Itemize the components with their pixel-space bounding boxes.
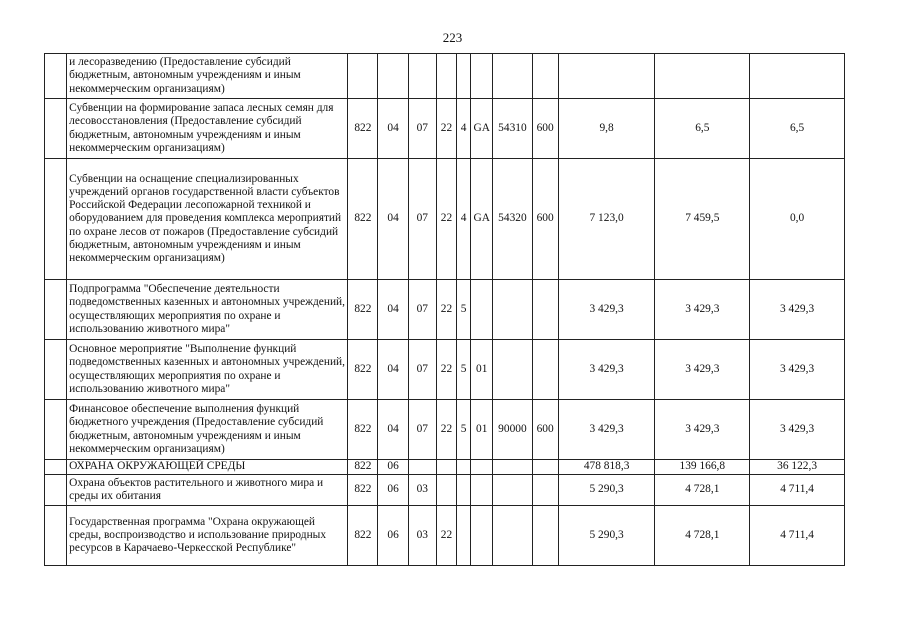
admin-code: 822: [348, 340, 378, 400]
expense-type-code: [532, 340, 558, 400]
expense-type-code: [532, 280, 558, 340]
row-gutter: [45, 280, 67, 340]
amount-year-3: 3 429,3: [750, 340, 845, 400]
amount-year-1: 3 429,3: [558, 400, 655, 460]
amount-year-3: 6,5: [750, 99, 845, 159]
target-event-code: [471, 54, 493, 99]
subsection-code: 07: [408, 400, 436, 460]
amount-year-1: 7 123,0: [558, 159, 655, 280]
subsection-code: 03: [408, 475, 436, 506]
amount-year-2: 4 728,1: [655, 506, 750, 566]
amount-year-3: [750, 54, 845, 99]
item-name: Государственная программа "Охрана окружающей среды, воспроизводство и использование природных ресурсов в Карачаево-Черкесской Республике": [67, 506, 348, 566]
target-subprogram-code: 5: [457, 400, 471, 460]
amount-year-2: 4 728,1: [655, 475, 750, 506]
item-name: и лесоразведению (Предоставление субсидий бюджетным, автономным учреждениям и иным некоммерческим организациям): [67, 54, 348, 99]
amount-year-2: 7 459,5: [655, 159, 750, 280]
amount-year-3: 3 429,3: [750, 280, 845, 340]
target-subprogram-code: 5: [457, 340, 471, 400]
amount-year-3: 36 122,3: [750, 460, 845, 475]
target-subprogram-code: 4: [457, 99, 471, 159]
amount-year-2: 3 429,3: [655, 400, 750, 460]
expense-type-code: 600: [532, 99, 558, 159]
target-subprogram-code: [457, 506, 471, 566]
amount-year-1: 3 429,3: [558, 340, 655, 400]
target-program-code: [436, 460, 456, 475]
target-event-code: [471, 506, 493, 566]
row-gutter: [45, 400, 67, 460]
target-program-code: 22: [436, 159, 456, 280]
target-subprogram-code: [457, 54, 471, 99]
target-event-code: [471, 280, 493, 340]
target-subprogram-code: [457, 475, 471, 506]
section-code: 04: [378, 340, 408, 400]
expense-type-code: 600: [532, 400, 558, 460]
target-program-code: 22: [436, 280, 456, 340]
subsection-code: 03: [408, 506, 436, 566]
section-code: 06: [378, 475, 408, 506]
subsection-code: 07: [408, 340, 436, 400]
section-code: 04: [378, 159, 408, 280]
amount-year-2: 3 429,3: [655, 340, 750, 400]
amount-year-3: 0,0: [750, 159, 845, 280]
budget-table: [44, 53, 845, 566]
subsection-code: [408, 54, 436, 99]
admin-code: 822: [348, 159, 378, 280]
row-gutter: [45, 54, 67, 99]
item-name: ОХРАНА ОКРУЖАЮЩЕЙ СРЕДЫ: [67, 460, 348, 475]
amount-year-3: 4 711,4: [750, 475, 845, 506]
row-gutter: [45, 340, 67, 400]
admin-code: 822: [348, 460, 378, 475]
table-row: [45, 280, 845, 340]
amount-year-2: [655, 54, 750, 99]
subsection-code: 07: [408, 280, 436, 340]
section-code: 06: [378, 460, 408, 475]
target-event-code: GA: [471, 159, 493, 280]
target-event-code: 01: [471, 340, 493, 400]
table-row: [45, 99, 845, 159]
target-direction-code: [493, 280, 532, 340]
admin-code: 822: [348, 475, 378, 506]
section-code: 06: [378, 506, 408, 566]
item-name: Финансовое обеспечение выполнения функций бюджетного учреждения (Предоставление субсидий бюджетным, автономным учреждениям и иным некоммерческим организациям): [67, 400, 348, 460]
target-program-code: 22: [436, 400, 456, 460]
table-row: [45, 475, 845, 506]
target-program-code: [436, 475, 456, 506]
item-name: Основное мероприятие "Выполнение функций подведомственных казенных и автономных учреждений, осуществляющих мероприятия по охране и использованию животного мира": [67, 340, 348, 400]
item-name: Субвенции на оснащение специализированных учреждений органов государственной власти субъектов Российской Федерации лесопожарной техникой и оборудованием для проведения комплекса мероприятий по охране лесов от пожаров (Предоставление субсидий бюджетным, автономным учреждениям и иным некоммерческим организациям): [67, 159, 348, 280]
target-subprogram-code: 5: [457, 280, 471, 340]
target-program-code: 22: [436, 340, 456, 400]
subsection-code: 07: [408, 159, 436, 280]
target-subprogram-code: [457, 460, 471, 475]
target-direction-code: [493, 340, 532, 400]
target-program-code: 22: [436, 99, 456, 159]
row-gutter: [45, 475, 67, 506]
amount-year-2: 139 166,8: [655, 460, 750, 475]
amount-year-3: 3 429,3: [750, 400, 845, 460]
target-event-code: [471, 475, 493, 506]
target-direction-code: 54310: [493, 99, 532, 159]
expense-type-code: [532, 506, 558, 566]
target-direction-code: 54320: [493, 159, 532, 280]
section-code: 04: [378, 99, 408, 159]
subsection-code: [408, 460, 436, 475]
expense-type-code: [532, 54, 558, 99]
target-event-code: [471, 460, 493, 475]
table-row: [45, 54, 845, 99]
admin-code: 822: [348, 99, 378, 159]
section-code: 04: [378, 400, 408, 460]
target-direction-code: [493, 506, 532, 566]
amount-year-2: 6,5: [655, 99, 750, 159]
section-code: 04: [378, 280, 408, 340]
item-name: Подпрограмма "Обеспечение деятельности подведомственных казенных и автономных учреждений, осуществляющих мероприятия по охране и использованию животного мира": [67, 280, 348, 340]
item-name: Субвенции на формирование запаса лесных семян для лесовосстановления (Предоставление субсидий бюджетным, автономным учреждениям и иным некоммерческим организациям): [67, 99, 348, 159]
table-row: [45, 506, 845, 566]
amount-year-1: 9,8: [558, 99, 655, 159]
target-direction-code: 90000: [493, 400, 532, 460]
amount-year-2: 3 429,3: [655, 280, 750, 340]
table-row: [45, 159, 845, 280]
expense-type-code: [532, 460, 558, 475]
amount-year-1: 478 818,3: [558, 460, 655, 475]
item-name: Охрана объектов растительного и животного мира и среды их обитания: [67, 475, 348, 506]
subsection-code: 07: [408, 99, 436, 159]
expense-type-code: [532, 475, 558, 506]
amount-year-1: 3 429,3: [558, 280, 655, 340]
expense-type-code: 600: [532, 159, 558, 280]
target-event-code: GA: [471, 99, 493, 159]
table-row: [45, 340, 845, 400]
admin-code: 822: [348, 506, 378, 566]
target-program-code: 22: [436, 506, 456, 566]
row-gutter: [45, 460, 67, 475]
admin-code: 822: [348, 400, 378, 460]
amount-year-1: 5 290,3: [558, 475, 655, 506]
row-gutter: [45, 99, 67, 159]
admin-code: 822: [348, 280, 378, 340]
amount-year-3: 4 711,4: [750, 506, 845, 566]
amount-year-1: 5 290,3: [558, 506, 655, 566]
target-direction-code: [493, 460, 532, 475]
target-subprogram-code: 4: [457, 159, 471, 280]
target-direction-code: [493, 54, 532, 99]
row-gutter: [45, 159, 67, 280]
amount-year-1: [558, 54, 655, 99]
page-number: 223: [442, 30, 463, 45]
row-gutter: [45, 506, 67, 566]
target-direction-code: [493, 475, 532, 506]
table-row: [45, 400, 845, 460]
target-event-code: 01: [471, 400, 493, 460]
target-program-code: [436, 54, 456, 99]
table-row: [45, 460, 845, 475]
admin-code: [348, 54, 378, 99]
section-code: [378, 54, 408, 99]
